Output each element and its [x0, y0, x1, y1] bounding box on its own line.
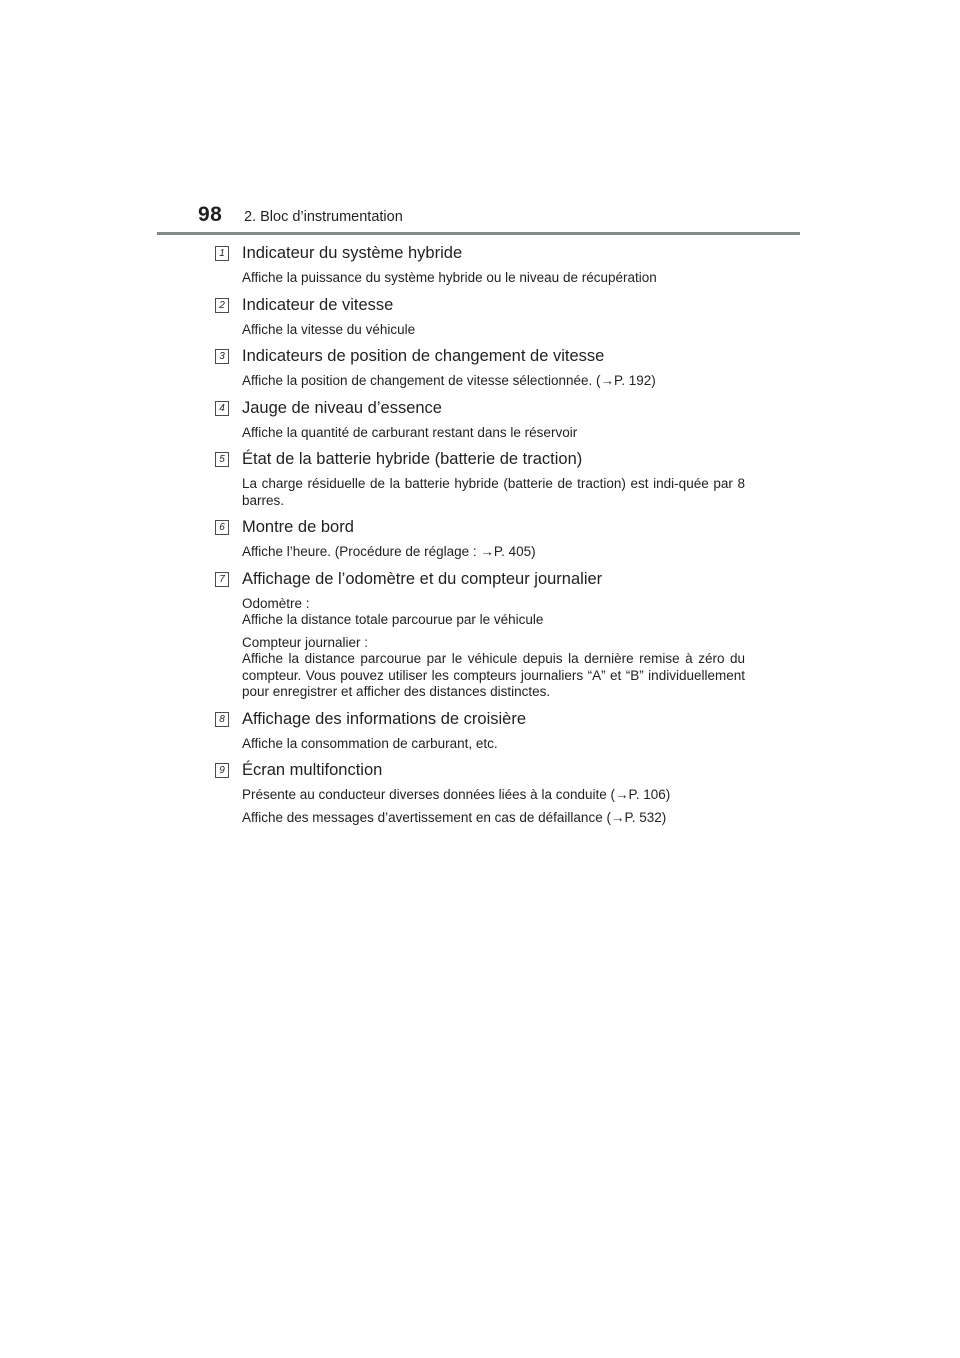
- entry-description: Compteur journalier :: [242, 634, 369, 650]
- entry-title: Affichage de l’odomètre et du compteur journalier: [242, 569, 603, 588]
- entry-description: Affiche la quantité de carburant restant dans le réservoir: [242, 424, 578, 440]
- entry-1: [215, 243, 745, 287]
- entry-number-badge: 3: [215, 349, 229, 364]
- entry-title: Indicateur de vitesse: [242, 295, 394, 314]
- entry-9: [215, 760, 745, 826]
- entry-description: Affiche la position de changement de vitesse sélectionnée. (→P. 192): [242, 373, 656, 388]
- page-number: 98: [198, 203, 223, 226]
- entry-title: Indicateurs de position de changement de vitesse: [242, 347, 605, 365]
- entry-description: Affiche des messages d’avertissement en cas de défaillance (→P. 532): [242, 809, 667, 825]
- entry-description: Affiche la distance parcourue par le véhicule depuis la dernière remise à zéro du compteur. Vous pouvez utiliser les compteurs journaliers “A” et “B” individuellement pour enregistrer et afficher des distances distinctes.: [242, 651, 745, 699]
- entry-5: [215, 449, 745, 509]
- entry-description: Affiche l’heure. (Procédure de réglage : →P. 405): [242, 544, 536, 559]
- entry-title: Écran multifonction: [242, 761, 383, 779]
- entry-number-badge: 7: [215, 572, 229, 587]
- entry-number-badge: 1: [215, 246, 229, 261]
- entry-title: Affichage des informations de croisière: [242, 709, 527, 728]
- entry-description: Affiche la consommation de carburant, etc.: [242, 735, 498, 751]
- entry-number-badge: 8: [215, 712, 229, 727]
- entry-title: État de la batterie hybride (batterie de traction): [242, 450, 583, 468]
- entry-number-badge: 6: [215, 520, 229, 535]
- entry-2: [215, 295, 745, 339]
- entry-description: Présente au conducteur diverses données liées à la conduite (→P. 106): [242, 787, 671, 802]
- section-title: 2. Bloc d’instrumentation: [244, 209, 403, 225]
- entry-6: [215, 517, 745, 561]
- entry-description: Affiche la distance totale parcourue par le véhicule: [242, 612, 544, 627]
- entry-number-badge: 4: [215, 401, 229, 416]
- entry-list: [215, 243, 745, 834]
- entry-4: [215, 398, 745, 442]
- entry-description: Affiche la puissance du système hybride ou le niveau de récupération: [242, 270, 657, 285]
- entry-description: Affiche la vitesse du véhicule: [242, 321, 416, 337]
- entry-description: Odomètre :: [242, 595, 310, 611]
- entry-8: [215, 709, 745, 753]
- header-rule: [157, 232, 800, 235]
- entry-title: Montre de bord: [242, 518, 354, 536]
- entry-title: Jauge de niveau d’essence: [242, 398, 442, 417]
- entry-number-badge: 5: [215, 452, 229, 467]
- entry-number-badge: 2: [215, 298, 229, 313]
- entry-number-badge: 9: [215, 763, 229, 778]
- entry-3: [215, 346, 745, 390]
- entry-7: [215, 569, 745, 701]
- entry-title: Indicateur du système hybride: [242, 244, 463, 262]
- entry-description: La charge résiduelle de la batterie hybride (batterie de traction) est indi-quée par 8 barres.: [242, 476, 745, 508]
